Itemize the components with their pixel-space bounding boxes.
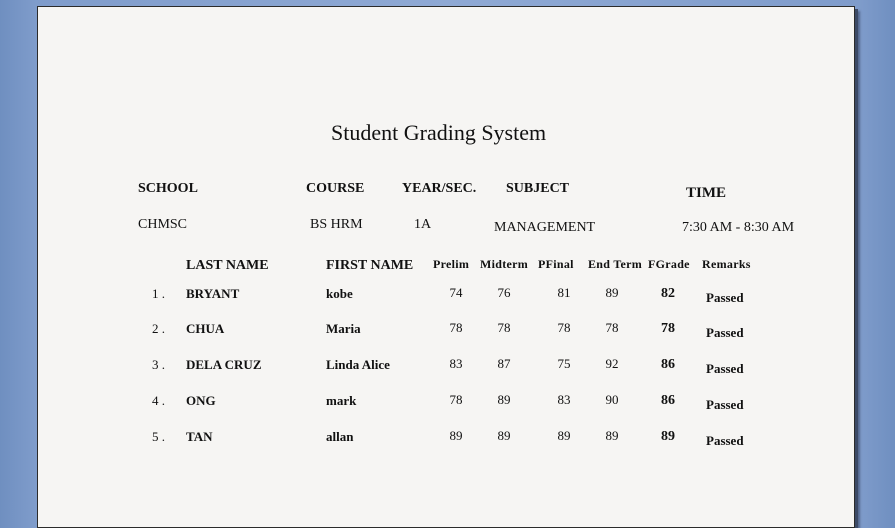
col-midterm: Midterm xyxy=(480,257,529,271)
col-endterm: End Term xyxy=(588,257,643,271)
last-name-cell: DELA CRUZ xyxy=(186,357,262,372)
col-remarks: Remarks xyxy=(702,257,751,271)
school-header: SCHOOL xyxy=(138,181,198,196)
fgrade-cell: 86 xyxy=(661,393,675,408)
midterm-cell: 78 xyxy=(497,320,511,335)
year-sec-header: YEAR/SEC. xyxy=(402,181,477,196)
year-sec-value: 1A xyxy=(414,217,432,232)
col-last-name: LAST NAME xyxy=(186,258,269,273)
last-name-cell: BRYANT xyxy=(186,286,240,301)
fgrade-cell: 89 xyxy=(661,429,675,444)
midterm-cell: 87 xyxy=(497,356,511,371)
prelim-cell: 89 xyxy=(449,428,463,443)
remarks-cell: Passed xyxy=(706,397,744,412)
last-name-cell: CHUA xyxy=(186,321,225,336)
course-value: BS HRM xyxy=(310,217,363,232)
prelim-cell: 83 xyxy=(449,356,463,371)
remarks-cell: Passed xyxy=(706,361,744,376)
remarks-cell: Passed xyxy=(706,290,744,305)
time-header: TIME xyxy=(686,185,727,201)
endterm-cell: 92 xyxy=(605,356,619,371)
course-header: COURSE xyxy=(306,181,365,196)
prelim-cell: 78 xyxy=(449,320,463,335)
subject-value: MANAGEMENT xyxy=(494,220,596,235)
row-number: 1 . xyxy=(152,286,165,301)
row-number: 3 . xyxy=(152,357,165,372)
first-name-cell: Linda Alice xyxy=(326,357,390,372)
pfinal-cell: 81 xyxy=(557,285,571,300)
fgrade-cell: 86 xyxy=(661,357,675,372)
first-name-cell: kobe xyxy=(326,286,353,301)
pfinal-cell: 78 xyxy=(557,320,571,335)
fgrade-cell: 78 xyxy=(661,321,675,336)
pfinal-cell: 75 xyxy=(557,356,571,371)
last-name-cell: ONG xyxy=(186,393,216,408)
document-page xyxy=(37,6,855,528)
col-fgrade: FGrade xyxy=(648,257,690,271)
subject-header: SUBJECT xyxy=(506,181,570,196)
col-prelim: Prelim xyxy=(433,257,470,271)
page-title: Student Grading System xyxy=(331,120,547,145)
endterm-cell: 89 xyxy=(605,285,619,300)
col-first-name: FIRST NAME xyxy=(326,258,414,273)
col-pfinal: PFinal xyxy=(538,257,574,271)
row-number: 5 . xyxy=(152,429,165,444)
endterm-cell: 90 xyxy=(605,392,619,407)
row-number: 2 . xyxy=(152,321,165,336)
endterm-cell: 89 xyxy=(605,428,619,443)
midterm-cell: 89 xyxy=(497,392,511,407)
school-value: CHMSC xyxy=(138,217,188,232)
last-name-cell: TAN xyxy=(186,429,213,444)
prelim-cell: 78 xyxy=(449,392,463,407)
pfinal-cell: 89 xyxy=(557,428,571,443)
prelim-cell: 74 xyxy=(449,285,463,300)
row-number: 4 . xyxy=(152,393,165,408)
midterm-cell: 89 xyxy=(497,428,511,443)
first-name-cell: allan xyxy=(326,429,354,444)
time-value: 7:30 AM - 8:30 AM xyxy=(682,220,795,235)
first-name-cell: Maria xyxy=(326,321,361,336)
remarks-cell: Passed xyxy=(706,433,744,448)
endterm-cell: 78 xyxy=(605,320,619,335)
remarks-cell: Passed xyxy=(706,325,744,340)
pfinal-cell: 83 xyxy=(557,392,571,407)
fgrade-cell: 82 xyxy=(661,286,675,301)
midterm-cell: 76 xyxy=(497,285,511,300)
first-name-cell: mark xyxy=(326,393,357,408)
